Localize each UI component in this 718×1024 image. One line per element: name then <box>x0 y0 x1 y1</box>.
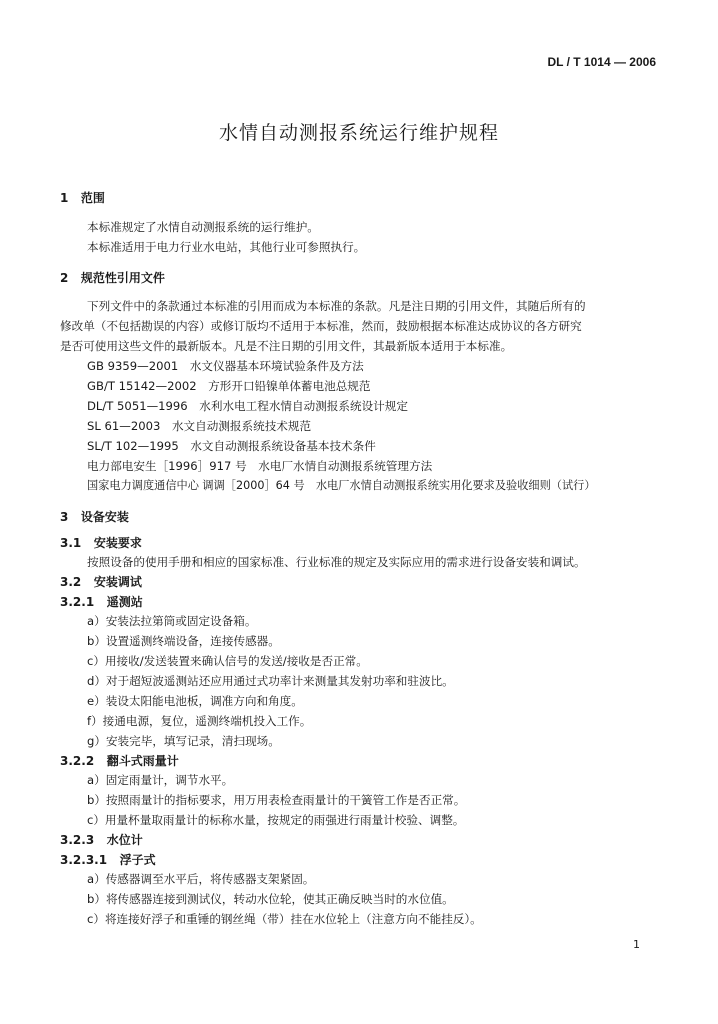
section-2-heading <box>60 268 165 288</box>
subsection-3-2-3-1-heading <box>60 850 156 870</box>
subsection-number: 3.2.1 <box>60 595 95 609</box>
list-item: c）用量杯量取雨量计的标称水量，按规定的雨强进行雨量计校验、调整。 <box>87 813 465 827</box>
subsection-title: 翻斗式雨量计 <box>106 754 179 768</box>
paragraph: 修改单（不包括勘误的内容）或修订版均不适用于本标准，然而，鼓励根据本标准达成协议的各方研究 <box>60 319 582 333</box>
subsection-number: 3.2 <box>60 575 82 589</box>
subsection-number: 3.2.3.1 <box>60 853 108 867</box>
subsection-number: 3.2.2 <box>60 754 95 768</box>
reference-item: 电力部电安生［1996］917 号 水电厂水情自动测报系统管理方法 <box>87 459 433 473</box>
section-title: 规范性引用文件 <box>80 271 165 285</box>
list-item: a）安装法拉第筒或固定设备箱。 <box>87 614 257 628</box>
subsection-3-2-1-heading <box>60 592 143 612</box>
paragraph: 本标准适用于电力行业水电站，其他行业可参照执行。 <box>87 240 366 254</box>
section-title: 设备安装 <box>80 510 129 524</box>
list-item: b）将传感器连接到测试仪，转动水位轮，使其正确反映当时的水位值。 <box>87 892 454 906</box>
reference-item: SL 61—2003 水文自动测报系统技术规范 <box>87 419 312 433</box>
section-3-heading <box>60 507 129 527</box>
subsection-title: 遥测站 <box>106 595 143 609</box>
reference-item: GB 9359—2001 水文仪器基本环境试验条件及方法 <box>87 359 364 373</box>
subsection-3-2-heading <box>60 572 142 592</box>
subsection-title: 浮子式 <box>119 853 156 867</box>
subsection-title: 安装调试 <box>93 575 142 589</box>
list-item: b）按照雨量计的指标要求，用万用表检查雨量计的干簧管工作是否正常。 <box>87 793 466 807</box>
standard-code: DL / T 1014 — 2006 <box>547 55 656 69</box>
subsection-number: 3.2.3 <box>60 833 95 847</box>
list-item: a）传感器调至水平后，将传感器支架紧固。 <box>87 872 315 886</box>
reference-item: SL/T 102—1995 水文自动测报系统设备基本技术条件 <box>87 439 376 453</box>
subsection-title: 水位计 <box>106 833 143 847</box>
subsection-title: 安装要求 <box>93 536 142 550</box>
section-number: 3 <box>60 510 69 524</box>
page-number: 1 <box>633 938 640 951</box>
list-item: f）接通电源，复位，遥测终端机投入工作。 <box>87 714 312 728</box>
list-item: g）安装完毕，填写记录，清扫现场。 <box>87 734 280 748</box>
paragraph: 是否可使用这些文件的最新版本。凡是不注日期的引用文件，其最新版本适用于本标准。 <box>60 339 513 353</box>
subsection-3-2-2-heading <box>60 751 179 771</box>
list-item: e）装设太阳能电池板，调准方向和角度。 <box>87 694 303 708</box>
section-1-heading <box>60 188 105 208</box>
subsection-3-2-3-heading <box>60 830 143 850</box>
list-item: a）固定雨量计，调节水平。 <box>87 773 234 787</box>
list-item: b）设置遥测终端设备，连接传感器。 <box>87 634 280 648</box>
reference-item: 国家电力调度通信中心 调调［2000］64 号 水电厂水情自动测报系统实用化要求及验收细则（试行） <box>87 479 596 492</box>
reference-item: GB/T 15142—2002 方形开口铅镍单体蓄电池总规范 <box>87 379 371 393</box>
page-title: 水情自动测报系统运行维护规程 <box>218 122 499 144</box>
subsection-3-1-heading <box>60 533 142 553</box>
paragraph: 下列文件中的条款通过本标准的引用而成为本标准的条款。凡是注日期的引用文件，其随后所有的 <box>87 299 586 313</box>
list-item: c）将连接好浮子和重锤的钢丝绳（带）挂在水位轮上（注意方向不能挂反）。 <box>87 912 482 926</box>
section-number: 2 <box>60 271 69 285</box>
section-title: 范围 <box>80 191 105 205</box>
section-number: 1 <box>60 191 69 205</box>
paragraph: 本标准规定了水情自动测报系统的运行维护。 <box>87 220 319 234</box>
subsection-number: 3.1 <box>60 536 82 550</box>
reference-item: DL/T 5051—1996 水利水电工程水情自动测报系统设计规定 <box>87 399 408 413</box>
list-item: d）对于超短波遥测站还应用通过式功率计来测量其发射功率和驻波比。 <box>87 674 454 688</box>
paragraph: 按照设备的使用手册和相应的国家标准、行业标准的规定及实际应用的需求进行设备安装和调试。 <box>87 555 586 569</box>
list-item: c）用接收/发送装置来确认信号的发送/接收是否正常。 <box>87 654 368 668</box>
